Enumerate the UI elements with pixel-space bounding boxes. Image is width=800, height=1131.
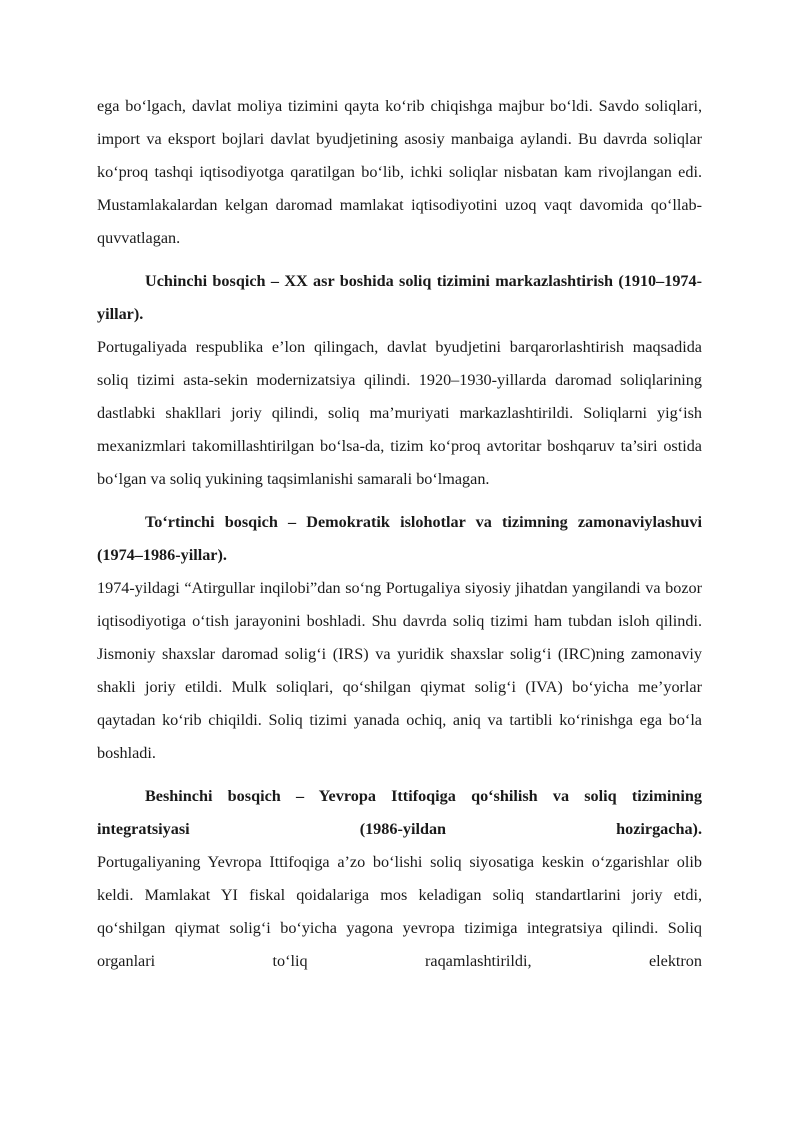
paragraph-fourth-stage: 1974-yildagi “Atirgullar inqilobi”dan so‘ng Portugaliya siyosiy jihatdan yangilandi va bozor iqtisodiyotiga o‘tish jarayonini boshladi. Shu davrda soliq tizimi ham tubdan isloh qilindi. Jismoniy shaxslar daromad solig‘i (IRS) va yuridik shaxslar solig‘i (IRC)ning zamonaviy shakli joriy etildi. Mulk soliqlari, qo‘shilgan qiymat solig‘i (IVA) bo‘yicha me’yorlar qaytadan ko‘rib chiqildi. Soliq tizimi yanada ochiq, aniq va tartibli ko‘rinishga ega bo‘la boshladi. xyxy=(97,579,702,762)
paragraph-intro: ega bo‘lgach, davlat moliya tizimini qayta ko‘rib chiqishga majbur bo‘ldi. Savdo soliqlari, import va eksport bojlari davlat byudjetining asosiy manbaiga aylandi. Bu davrda soliqlar ko‘proq tashqi iqtisodiyotga qaratilgan bo‘lib, ichki soliqlar nisbatan kam rivojlangan edi. Mustamlakalardan kelgan daromad mamlakat iqtisodiyotini uzoq vaqt davomida qo‘llab-quvvatlagan. xyxy=(97,97,702,247)
heading-third-stage: Uchinchi bosqich – XX asr boshida soliq tizimini markazlashtirish (1910–1974-yillar). xyxy=(97,272,702,323)
heading-fifth-stage: Beshinchi bosqich – Yevropa Ittifoqiga qo‘shilish va soliq tizimining integratsiyasi (1986-yildan hozirgacha). xyxy=(97,787,702,838)
heading-fourth-stage: To‘rtinchi bosqich – Demokratik islohotlar va tizimning zamonaviylashuvi (1974–1986-yillar). xyxy=(97,513,702,564)
paragraph-fifth-stage: Portugaliyaning Yevropa Ittifoqiga a’zo bo‘lishi soliq siyosatiga keskin o‘zgarishlar olib keldi. Mamlakat YI fiskal qoidalariga mos keladigan soliq standartlarini joriy etdi, qo‘shilgan qiymat solig‘i bo‘yicha yagona yevropa tizimiga integratsiya qilindi. Soliq organlari to‘liq raqamlashtirildi, elektron xyxy=(97,853,702,970)
paragraph-third-stage: Portugaliyada respublika e’lon qilingach, davlat byudjetini barqarorlashtirish maqsadida soliq tizimi asta-sekin modernizatsiya qilindi. 1920–1930-yillarda daromad soliqlarining dastlabki shakllari joriy qilindi, soliq ma’muriyati markazlashtirildi. Soliqlarni yig‘ish mexanizmlari takomillashtirilgan bo‘lsa-da, tizim ko‘proq avtoritar boshqaruv ta’siri ostida bo‘lgan va soliq yukining taqsimlanishi samarali bo‘lmagan. xyxy=(97,338,702,488)
document-page xyxy=(97,90,702,978)
